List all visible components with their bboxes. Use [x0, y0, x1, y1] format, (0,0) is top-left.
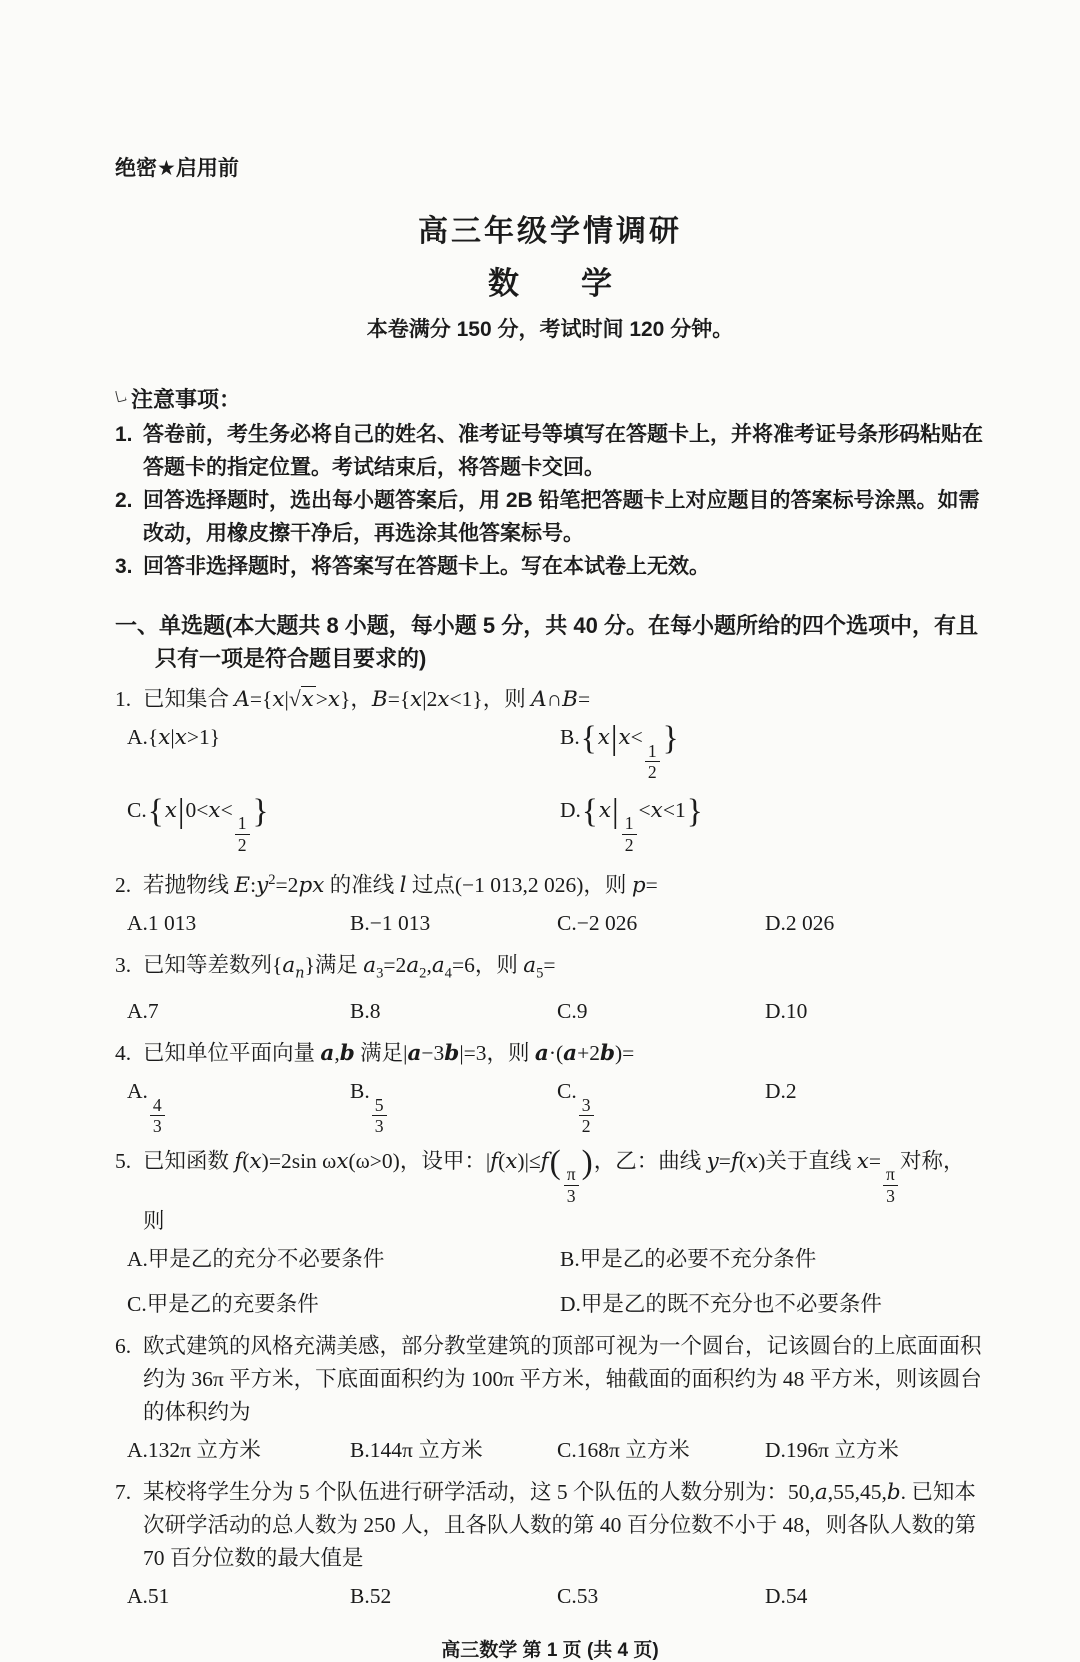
option-b: B.8: [350, 998, 381, 1023]
question-number: 6.: [115, 1334, 132, 1359]
question-stem: 已知等差数列$\{a_n\}$满足 $a_3=2a_2,a_4=6$，则 $a_5=$: [143, 952, 556, 981]
option-b: B.甲是乙的必要不充分条件: [560, 1247, 817, 1272]
notice-item: [115, 550, 985, 583]
option-b: B.−1 013: [350, 910, 431, 935]
option-b: B.52: [350, 1584, 392, 1609]
exam-info: 本卷满分 150 分，考试时间 120 分钟。: [366, 318, 734, 341]
option-a: A.7: [127, 998, 159, 1023]
question-number: 2.: [115, 872, 132, 897]
notice-heading-text: 注意事项：: [131, 387, 242, 412]
question-stem: 若抛物线 $E:y^2=2px$ 的准线 l 过点(−1 013,2 026)，则 p=: [143, 871, 658, 898]
option-d: D.196π 立方米: [765, 1438, 899, 1463]
option-a: A.甲是乙的充分不必要条件: [127, 1247, 385, 1272]
question-1-options: [127, 721, 985, 854]
option-c: C.168π 立方米: [557, 1438, 690, 1463]
question-2: [115, 863, 985, 939]
stray-scan-mark: 乚: [111, 386, 130, 406]
option-c: C. $\frac{3}{2}$: [557, 1075, 765, 1136]
question-number: 1.: [115, 687, 132, 711]
option-d: D.2 026: [765, 910, 835, 935]
question-7-options: [127, 1580, 985, 1613]
option-a: A.{x|x>1}: [127, 725, 221, 750]
question-number: 5.: [115, 1148, 132, 1173]
option-a: A.51: [127, 1584, 170, 1609]
option-d: D.54: [765, 1584, 808, 1609]
page-footer: 高三数学 第 1 页 (共 4 页): [441, 1640, 659, 1662]
question-3: [115, 949, 985, 1028]
option-d: D.{x| $\frac{1}{2}$ <x<1}: [560, 793, 703, 855]
question-5: [115, 1145, 985, 1322]
option-d: D.10: [765, 998, 808, 1023]
exam-title: 高三年级学情调研: [418, 215, 682, 248]
option-b: B. $\frac{5}{3}$: [350, 1075, 557, 1136]
option-d: D.甲是乙的既不充分也不必要条件: [560, 1292, 882, 1317]
exam-subject: 数 学: [488, 266, 612, 301]
notice-item: [115, 418, 985, 484]
question-stem: 某校将学生分为 5 个队伍进行研学活动，这 5 个队伍的人数分别为：50,a,55,45,b. 已知本次研学活动的总人数为 250 人，且各队人数的第 40 百分位数不小于 48，则各队人数的第 70 百分位数的最大值是: [143, 1480, 977, 1571]
notice-section: [111, 383, 985, 583]
notice-heading: [111, 383, 985, 414]
question-number: 7.: [115, 1480, 132, 1505]
option-c: C.甲是乙的充要条件: [127, 1292, 319, 1317]
option-c: C.9: [557, 998, 588, 1023]
notice-item-number: 1.: [115, 423, 133, 446]
question-number: 4.: [115, 1040, 132, 1065]
question-6-options: [127, 1434, 985, 1467]
question-stem: 已知函数 f(x)=2sin ωx(ω>0)，设甲：|f(x)|≤f( $\frac{\pi}{3}$ )，乙：曲线 y=f(x)关于直线 x= $\frac{\pi}{3}$ 对称，则: [143, 1143, 965, 1234]
option-c: C.{x|0<x< $\frac{1}{2}$ }: [127, 793, 269, 855]
notice-item-text: 回答非选择题时，将答案写在答题卡上。写在本试卷上无效。: [143, 555, 710, 578]
option-b: B.144π 立方米: [350, 1438, 483, 1463]
option-c: C.53: [557, 1584, 599, 1609]
option-a: A.132π 立方米: [127, 1438, 261, 1463]
notice-item-number: 2.: [115, 489, 133, 512]
question-number: 3.: [115, 952, 132, 977]
security-marking: 绝密★启用前: [115, 157, 239, 180]
question-stem: 已知集合 A={x|√x>x}，B={x|2x<1}，则 A∩B=: [143, 687, 591, 712]
question-stem: 欧式建筑的风格充满美感，部分教堂建筑的顶部可视为一个圆台，记该圆台的上底面面积约为 36π 平方米，下底面面积约为 100π 平方米，轴截面的面积约为 48 平方米，则该圆台的体积约为: [143, 1334, 982, 1425]
question-5-options: [127, 1243, 985, 1321]
question-4-options: [127, 1075, 985, 1136]
notice-list: [115, 418, 985, 583]
notice-item-text: 回答选择题时，选出每小题答案后，用 2B 铅笔把答题卡上对应题目的答案标号涂黑。如需改动，用橡皮擦干净后，再选涂其他答案标号。: [143, 489, 980, 545]
question-6: [115, 1330, 985, 1467]
question-3-options: [127, 995, 985, 1028]
notice-item-text: 答卷前，考生务必将自己的姓名、准考证号等填写在答题卡上，并将准考证号条形码粘贴在答题卡的指定位置。考试结束后，将答题卡交回。: [143, 423, 983, 479]
option-c: C.−2 026: [557, 910, 638, 935]
notice-item: [115, 484, 985, 550]
section-heading: 一、单选题(本大题共 8 小题，每小题 5 分，共 40 分。在每小题所给的四个选项中，有且只有一项是符合题目要求的): [115, 613, 978, 671]
option-a: A.1 013: [127, 910, 197, 935]
option-d: D.2: [765, 1078, 797, 1103]
question-1: [115, 683, 985, 854]
question-2-options: [127, 907, 985, 940]
question-7: [115, 1476, 985, 1613]
question-stem: 已知单位平面向量 a,b 满足|a−3b|=3，则 a·(a+2b)=: [143, 1040, 635, 1066]
option-b: B.{x|x< $\frac{1}{2}$ }: [560, 720, 679, 783]
question-4: [115, 1037, 985, 1136]
notice-item-number: 3.: [115, 555, 133, 578]
option-a: A. $\frac{4}{3}$: [127, 1075, 350, 1136]
